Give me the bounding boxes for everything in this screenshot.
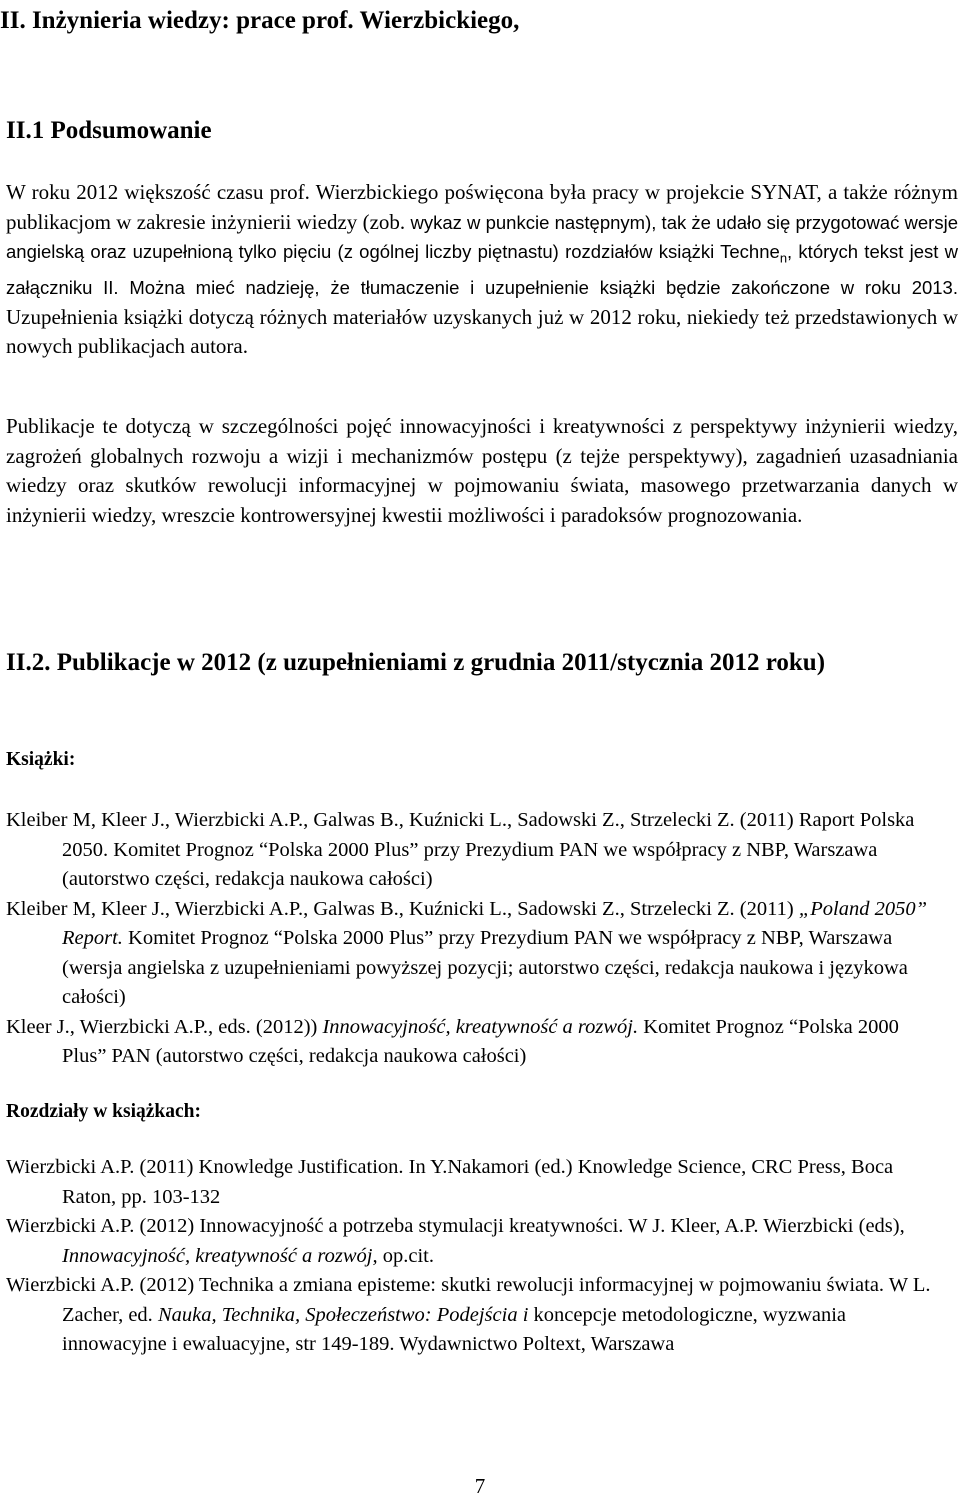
book-entry-text: Kleiber M, Kleer J., Wierzbicki A.P., Galwas B., Kuźnicki L., Sadowski Z., Strzelecki Z. (2011) (6, 897, 799, 920)
summary-heading: II.1 Podsumowanie (6, 117, 212, 144)
book-entry-title: Innowacyjność, kreatywność a rozwój. (322, 1015, 639, 1038)
summary-text-a: W roku 2012 większość czasu prof. Wierzbickiego poświęcona była pracy w projekcie SYNAT, a także różnym publikacjom w zakresie inżynierii wiedzy (zob. (6, 180, 958, 234)
chapter-entry-rest: op.cit. (377, 1244, 434, 1267)
chapter-entry-text: Wierzbicki A.P. (2012) Innowacyjność a potrzeba stymulacji kreatywności. W J. Kleer, A.P. Wierzbicki (eds), (6, 1215, 905, 1237)
page-number: 7 (474, 1474, 486, 1498)
book-entry-title: „Poland 2050” Report. (62, 897, 927, 949)
chapter-entry (6, 1271, 946, 1360)
chapter-entry-title: Nauka, Technika, Społeczeństwo: Podejścia i (157, 1303, 529, 1326)
chapters-heading: Rozdziały w książkach: (6, 1101, 201, 1122)
techne-subscript: n (779, 250, 788, 266)
book-entry-text: Kleer J., Wierzbicki A.P., eds. (2012)) (6, 1015, 323, 1038)
book-entry-rest: Komitet Prognoz “Polska 2000 Plus” przy Prezydium PAN we współpracy z NBP, Warszawa (wersja angielska z uzupełnieniami powyższej pozycji; autorstwo części, redakcja naukowa i językowa całości) (62, 927, 908, 1008)
chapter-entry-title: Innowacyjność, kreatywność a rozwój, (62, 1244, 378, 1267)
chapter-entry-text: Wierzbicki A.P. (2012) Technika a zmiana episteme: skutki rewolucji informacyjnej w pojmowaniu świata. W L. Zacher, ed. (6, 1274, 931, 1326)
chapter-entry (6, 1212, 946, 1271)
book-entry-text: Kleiber M, Kleer J., Wierzbicki A.P., Galwas B., Kuźnicki L., Sadowski Z., Strzelecki Z. (2011) Raport Polska 2050. Komitet Prognoz “Polska 2000 Plus” przy Prezydium PAN we współpracy z NBP, Warszawa (autorstwo części, redakcja naukowa całości) (6, 809, 915, 890)
chapter-entry-text: Wierzbicki A.P. (2011) Knowledge Justification. In Y.Nakamori (ed.) Knowledge Science, CRC Press, Boca Raton, pp. 103-132 (6, 1156, 894, 1208)
chapters-list (6, 1153, 946, 1360)
summary-paragraph-2: Publikacje te dotyczą w szczególności pojęć innowacyjności i kreatywności z perspektywy inżynierii wiedzy, zagrożeń globalnych rozwoju a wizji i mechanizmów postępu (z tejże perspektywy), zagadnień uzasadniania wiedzy oraz skutków rewolucji informacyjnej w pojmowaniu świata, masowego przetwarzania danych w inżynierii wiedzy, wreszcie kontrowersyjnej kwestii możliwości i paradoksów prognozowania. (6, 414, 958, 527)
summary-text-d: Uzupełnienia książki dotyczą różnych materiałów uzyskanych już w 2012 roku, niekiedy też przedstawionych w nowych publikacjach autora. (6, 304, 958, 359)
chapter-entry (6, 1153, 946, 1212)
section-title: II. Inżynieria wiedzy: prace prof. Wierzbickiego, (0, 7, 520, 34)
book-entry (6, 806, 946, 895)
books-heading: Książki: (6, 749, 76, 770)
book-entry-rest: Komitet Prognoz “Polska 2000 Plus” PAN (autorstwo części, redakcja naukowa całości) (62, 1015, 899, 1067)
summary-paragraph-1 (6, 178, 958, 362)
summary-text-b-main: wykaz w punkcie następnym), tak że udało się przygotować wersje angielską oraz uzupełnioną tylko pięciu (z ogólnej liczby piętnastu) rozdziałów książki Techne (6, 211, 958, 262)
book-entry (6, 895, 946, 1013)
chapter-entry-rest: koncepcje metodologiczne, wyzwania innowacyjne i ewaluacyjne, str 149-189. Wydawnictwo Poltext, Warszawa (62, 1303, 847, 1355)
publications-heading: II.2. Publikacje w 2012 (z uzupełnieniami z grudnia 2011/stycznia 2012 roku) (6, 649, 826, 676)
summary-text-c: , których tekst jest w załączniku II. Można mieć nadzieję, że tłumaczenie i uzupełnienie książki będzie zakończone w roku 2013. (6, 241, 959, 299)
books-list (6, 806, 946, 1072)
book-entry (6, 1013, 946, 1072)
